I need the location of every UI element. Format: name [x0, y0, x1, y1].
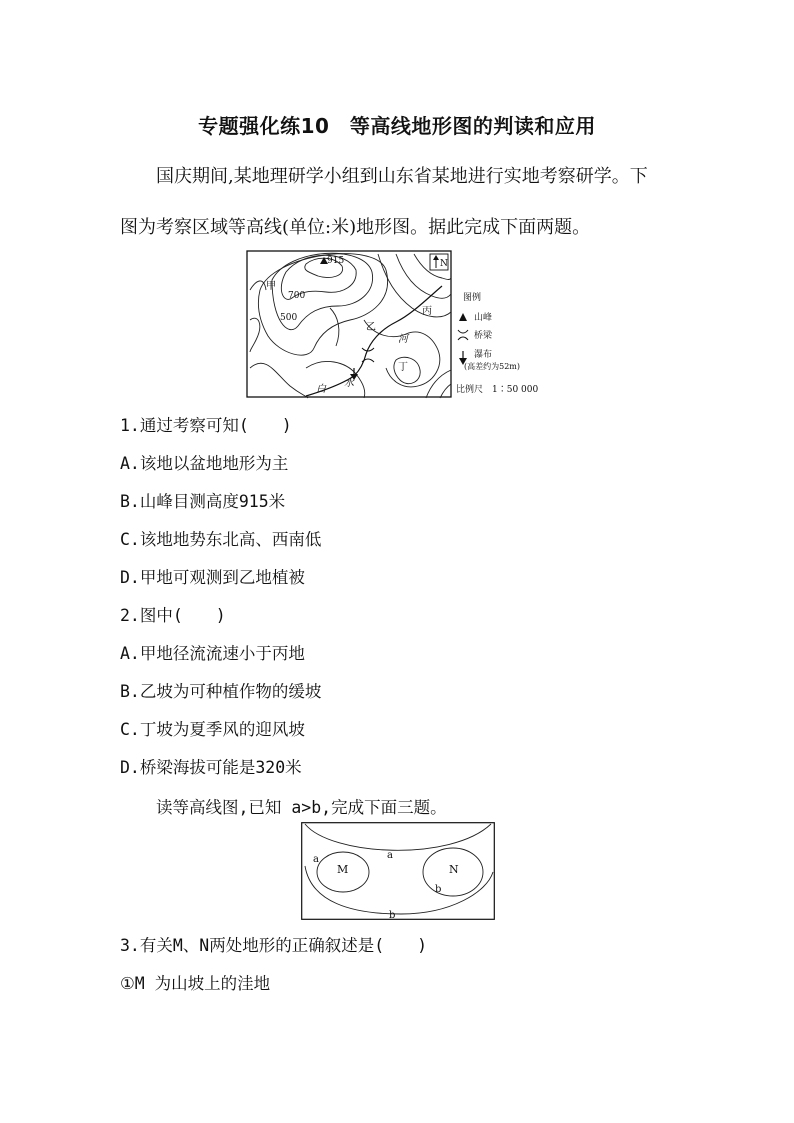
label-m: M: [337, 863, 349, 876]
question-3-stem: 3.有关M、N两处地形的正确叙述是( ): [120, 936, 428, 955]
contour-map-2: [301, 822, 495, 920]
legend-peak-icon: [459, 313, 467, 321]
place-jia: 甲: [266, 281, 276, 292]
label-b-right: b: [435, 884, 442, 895]
question-1-option-a: A.该地以盆地地形为主: [120, 454, 289, 473]
contour-label-500: 500: [280, 313, 298, 323]
legend-waterfall-note: (高差约为52m): [464, 362, 521, 371]
question-2-option-c: C.丁坡为夏季风的迎风坡: [120, 720, 305, 739]
question-1-option-c: C.该地地势东北高、西南低: [120, 530, 322, 549]
page-title: 专题强化练10 等高线地形图的判读和应用: [198, 114, 596, 138]
label-a-left: a: [313, 854, 319, 865]
label-b-bottom: b: [389, 910, 396, 920]
question-2-option-a: A.甲地径流流速小于丙地: [120, 644, 305, 663]
legend-title: 图例: [463, 293, 482, 303]
question-2-option-d: D.桥梁海拔可能是320米: [120, 758, 302, 777]
map-scale: 比例尺 1∶50 000: [456, 385, 539, 395]
label-n: N: [449, 863, 459, 876]
river-label-bai: 白: [316, 384, 326, 395]
question-3-option-1: ①M 为山坡上的洼地: [120, 974, 271, 993]
question-2-option-b: B.乙坡为可种植作物的缓坡: [120, 682, 322, 701]
question-1-option-b: B.山峰目测高度915米: [120, 492, 286, 511]
intro-2: 读等高线图,已知 a>b,完成下面三题。: [156, 798, 447, 817]
map-2-frame: [302, 823, 495, 920]
river-label-he: 河: [398, 334, 408, 345]
contour-label-700: 700: [288, 291, 306, 301]
place-bing: 丙: [422, 306, 432, 317]
legend-bridge-label: 桥梁: [474, 331, 493, 341]
question-1-stem: 1.通过考察可知( ): [120, 416, 292, 435]
legend-waterfall-label: 瀑布: [474, 350, 493, 360]
label-a-top: a: [387, 850, 393, 861]
legend-bridge-icon: [458, 330, 468, 340]
contour-map-1: [246, 250, 546, 400]
peak-elevation: 915: [327, 256, 345, 266]
question-1-option-d: D.甲地可观测到乙地植被: [120, 568, 305, 587]
intro-line-1: 国庆期间,某地理研学小组到山东省某地进行实地考察研学。下: [156, 166, 648, 187]
river-label-shui: 水: [344, 378, 354, 389]
intro-line-2: 图为考察区域等高线(单位:米)地形图。据此完成下面两题。: [120, 217, 591, 238]
question-2-stem: 2.图中( ): [120, 606, 226, 625]
place-ding: 丁: [398, 362, 408, 373]
north-label: N: [440, 259, 448, 269]
legend-peak-label: 山峰: [474, 313, 493, 323]
place-yi: 乙: [366, 322, 376, 333]
